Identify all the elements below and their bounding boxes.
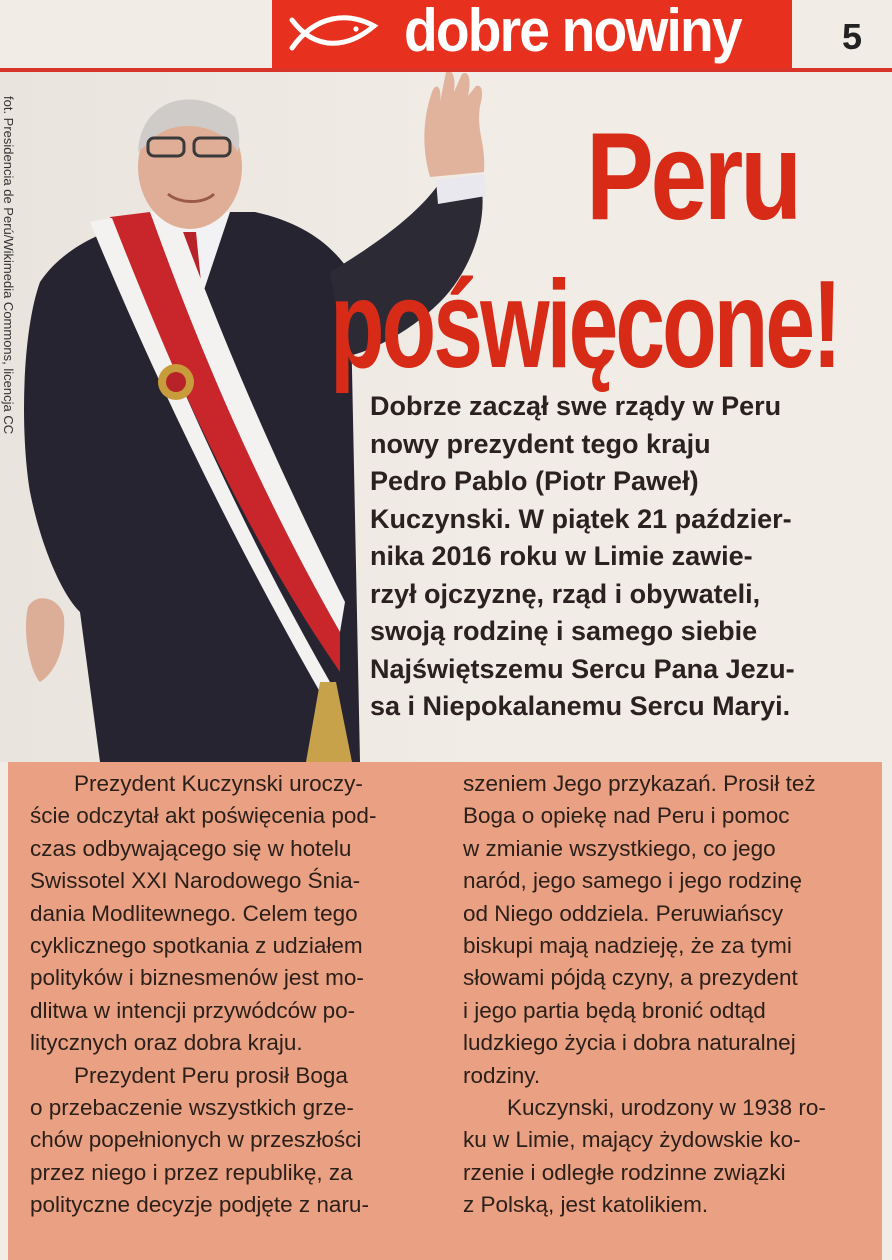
body-line: Boga o opiekę nad Peru i pomoc	[463, 803, 790, 829]
body-line: dlitwa w intencji przywódców po-	[30, 997, 356, 1023]
body-line: szeniem Jego przykazań. Prosił też	[463, 771, 816, 796]
body-line: Prezydent Kuczynski uroczy-	[74, 771, 363, 796]
headline-line-2: poświęcone!	[330, 256, 840, 394]
lead-line: rzył ojczyznę, rząd i obywateli,	[370, 578, 761, 609]
body-line: ście odczytał akt poświęcenia pod-	[30, 803, 377, 829]
body-line: od Niego oddziela. Peruwiańscy	[463, 900, 784, 926]
body-line: Swissotel XXI Narodowego Śnia-	[30, 868, 361, 894]
ichthys-fish-icon	[286, 8, 386, 60]
body-line: Prezydent Peru prosił Boga	[74, 1062, 348, 1088]
body-line: dania Modlitewnego. Celem tego	[30, 900, 358, 926]
lead-line: sa i Niepokalanemu Sercu Maryi.	[370, 691, 791, 721]
page-number: 5	[842, 16, 863, 57]
body-line: biskupi mają nadzieję, że za tymi	[463, 932, 792, 958]
body-line: z Polską, jest katolikiem.	[463, 1192, 709, 1218]
body-line: słowami pójdą czyny, a prezydent	[463, 965, 798, 991]
body-line: naród, jego samego i jego rodzinę	[463, 868, 802, 894]
body-line: polityków i biznesmenów jest mo-	[30, 965, 364, 991]
body-line: cyklicznego spotkania z udziałem	[30, 932, 363, 958]
lead-paragraph	[370, 388, 870, 726]
body-line: rzenie i odległe rodzinne związki	[463, 1159, 786, 1185]
body-line: chów popełnionych w przeszłości	[30, 1127, 362, 1153]
photo-credit: fot. Presidencia de Perú/Wikimedia Commons, licencja CC	[1, 96, 16, 435]
body-line: ku w Limie, mający żydowskie ko-	[463, 1127, 801, 1153]
body-line: polityczne decyzje podjęte z naru-	[30, 1192, 369, 1218]
lead-line: nika 2016 roku w Limie zawie-	[370, 541, 753, 571]
body-column-2	[463, 768, 865, 1221]
lead-line: Najświętszemu Sercu Pana Jezu-	[370, 653, 795, 684]
lead-line: Pedro Pablo (Piotr Paweł)	[370, 466, 699, 496]
body-line: czas odbywającego się w hotelu	[30, 835, 352, 861]
lead-line: swoją rodzinę i samego siebie	[370, 616, 758, 646]
body-line: litycznych oraz dobra kraju.	[30, 1030, 303, 1056]
body-line: rodziny.	[463, 1062, 541, 1088]
body-line: ludzkiego życia i dobra naturalnej	[463, 1030, 796, 1056]
body-column-1	[30, 768, 430, 1221]
section-header	[272, 0, 792, 68]
body-line: przez niego i przez republikę, za	[30, 1159, 353, 1185]
body-line: o przebaczenie wszystkich grze-	[30, 1094, 354, 1120]
lead-line: Kuczynski. W piątek 21 paździer-	[370, 503, 792, 534]
section-title: dobre nowiny	[404, 0, 741, 64]
body-line: Kuczynski, urodzony w 1938 ro-	[507, 1094, 826, 1120]
body-line: w zmianie wszystkiego, co jego	[463, 835, 776, 861]
lead-line: nowy prezydent tego kraju	[370, 428, 711, 459]
headline-line-1: Peru	[586, 108, 799, 246]
lead-line: Dobrze zaczął swe rządy w Peru	[370, 391, 782, 421]
body-line: i jego partia będą bronić odtąd	[463, 997, 766, 1023]
